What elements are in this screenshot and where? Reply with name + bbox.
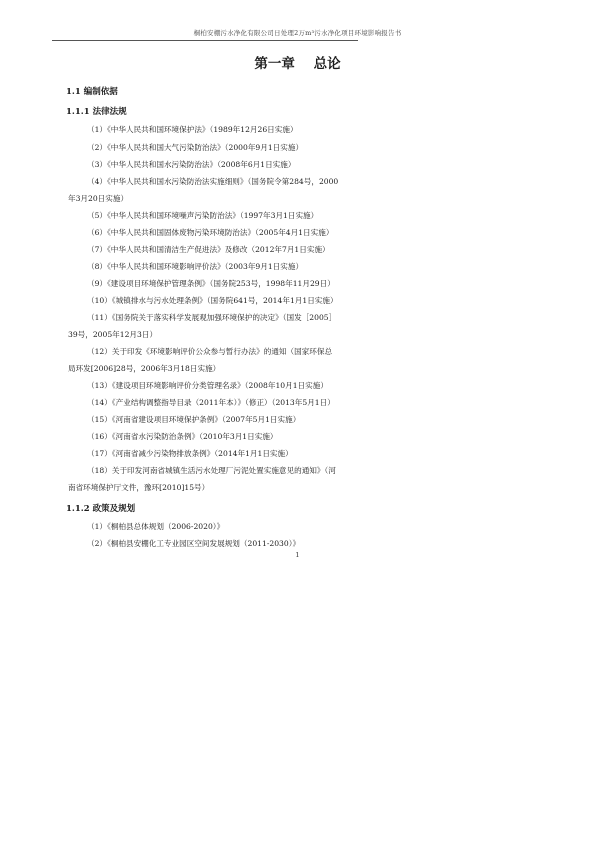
chapter-title: 第一章 总论 bbox=[254, 56, 341, 72]
page-number: 1 bbox=[295, 551, 300, 559]
law-item-8: （8）《中华人民共和国环境影响评价法》（2003年9月1日实施） bbox=[87, 262, 304, 271]
law-item-12-cont: 局环发[2006]28号，2006年3月18日实施） bbox=[68, 364, 221, 373]
law-item-2: （2）《中华人民共和国大气污染防治法》（2000年9月1日实施） bbox=[87, 143, 304, 152]
law-item-5: （5）《中华人民共和国环境噪声污染防治法》（1997年3月1日实施） bbox=[87, 211, 319, 220]
law-item-9: （9）《建设项目环境保护管理条例》（国务院253号，1998年11月29日） bbox=[87, 279, 335, 288]
law-item-4: （4）《中华人民共和国水污染防治法实施细则》（国务院令第284号，2000 bbox=[87, 177, 339, 186]
header-rule bbox=[52, 40, 358, 41]
law-item-18-cont: 南省环境保护厅文件，豫环[2010]15号） bbox=[68, 483, 210, 492]
law-item-4-cont: 年3月20日实施） bbox=[68, 194, 129, 203]
law-item-11-cont: 39号，2005年12月3日） bbox=[68, 330, 158, 339]
law-item-13: （13）《建设项目环境影响评价分类管理名录》（2008年10月1日实施） bbox=[87, 381, 328, 390]
section-heading-1-1-2: 1.1.2 政策及规划 bbox=[66, 504, 136, 514]
section-heading-1-1: 1.1 编制依据 bbox=[66, 87, 118, 97]
plan-item-1: （1）《桐柏县总体规划（2006-2020）》 bbox=[87, 522, 225, 531]
law-item-16: （16）《河南省水污染防治条例》（2010年3月1日实施） bbox=[87, 432, 278, 441]
running-header: 桐柏安棚污水净化有限公司日处理2万m³污水净化项目环境影响报告书 bbox=[193, 29, 402, 37]
law-item-1: （1）《中华人民共和国环境保护法》（1989年12月26日实施） bbox=[87, 125, 298, 134]
law-item-18: （18）关于印发河南省城镇生活污水处理厂污泥处置实施意见的通知》（河 bbox=[87, 466, 336, 475]
plan-item-2: （2）《桐柏县安棚化工专业园区空间发展规划（2011-2030）》 bbox=[87, 539, 301, 548]
section-heading-1-1-1: 1.1.1 法律法规 bbox=[66, 107, 127, 117]
law-item-6: （6）《中华人民共和国固体废物污染环境防治法》（2005年4月1日实施） bbox=[87, 228, 334, 237]
law-item-3: （3）《中华人民共和国水污染防治法》（2008年6月1日实施） bbox=[87, 160, 296, 169]
law-item-17: （17）《河南省减少污染物排放条例》（2014年1月1日实施） bbox=[87, 449, 293, 458]
law-item-10: （10）《城镇排水与污水处理条例》（国务院641号，2014年1月1日实施） bbox=[87, 296, 338, 305]
law-item-15: （15）《河南省建设项目环境保护条例》（2007年5月1日实施） bbox=[87, 415, 301, 424]
law-item-7: （7）《中华人民共和国清洁生产促进法》及修改（2012年7月1日实施） bbox=[87, 245, 330, 254]
law-item-14: （14）《产业结构调整指导目录（2011年本）》（修正）（2013年5月1日） bbox=[87, 398, 335, 407]
law-item-11: （11）《国务院关于落实科学发展观加强环境保护的决定》（国发［2005］ bbox=[87, 313, 337, 322]
law-item-12: （12）关于印发《环境影响评价公众参与暂行办法》的通知（国家环保总 bbox=[87, 347, 333, 356]
